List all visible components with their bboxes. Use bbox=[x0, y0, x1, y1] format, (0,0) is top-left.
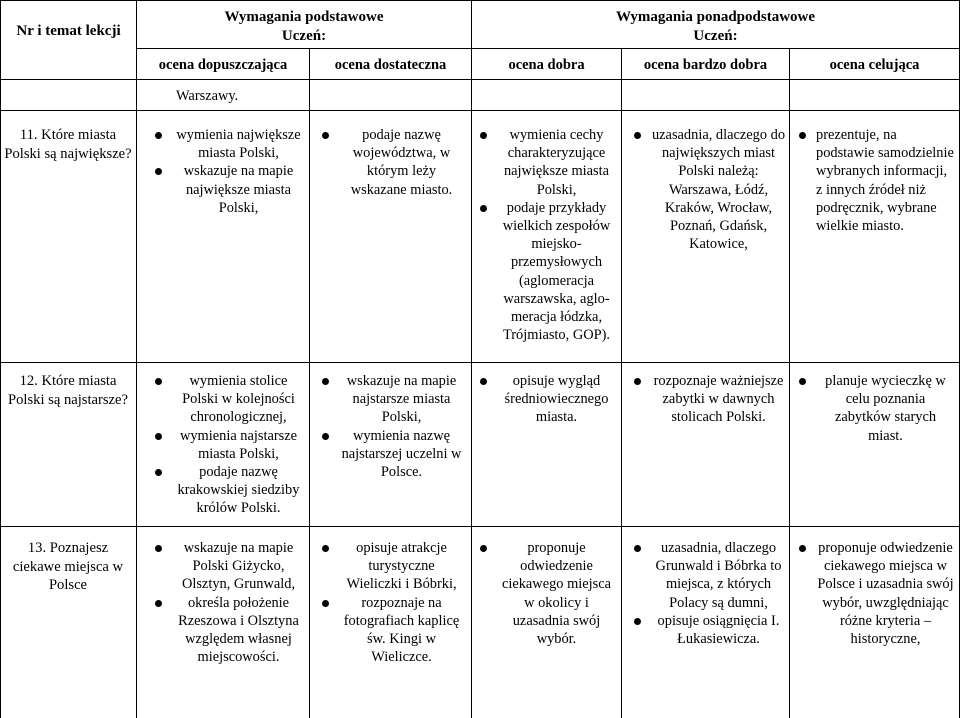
requirement-item: prezentuje, na podstawie samodzielnie wybranych informacji, z innych źródeł niż podręcznik, wybrane wielkie miasto. bbox=[793, 126, 957, 235]
requirement-item: rozpoznaje ważniejsze zabytki w dawnych stolicach Polski. bbox=[628, 372, 788, 427]
rule-after-dopuszczajaca bbox=[309, 48, 310, 718]
rule-under-group-headers bbox=[136, 48, 960, 49]
requirement-item: proponuje odwiedzenie ciekawego miejsca w okolicy i uzasadnia swój wybór. bbox=[474, 539, 618, 648]
basic-requirements-header bbox=[137, 8, 471, 45]
grade-header-bardzo-dobra: ocena bardzo dobra bbox=[643, 57, 768, 73]
rule-carryover-end bbox=[0, 110, 960, 111]
requirement-item: planuje wycieczkę w celu poznania zabytków starych miast. bbox=[793, 372, 957, 445]
rule-after-bardzo-dobra bbox=[789, 48, 790, 718]
rule-row-12-end bbox=[0, 526, 960, 527]
grade-header-celujaca: ocena celująca bbox=[829, 57, 920, 73]
cell-bardzo-dobra bbox=[628, 539, 788, 648]
requirement-item: wskazuje na mapie największe miasta Polski, bbox=[149, 162, 307, 217]
cell-celujaca bbox=[793, 372, 957, 445]
cell-dopuszczajaca bbox=[149, 539, 307, 666]
lesson-title: 12. Które miasta Polski są najstarsze? bbox=[8, 373, 128, 408]
rule-basic-advanced bbox=[471, 0, 472, 718]
requirement-item: wymienia najstarsze miasta Polski, bbox=[149, 427, 307, 463]
grade-header-dobra: ocena dobra bbox=[508, 57, 585, 73]
cell-dostateczna bbox=[316, 126, 466, 199]
basic-requirements-subtitle: Uczeń: bbox=[281, 27, 327, 44]
lesson-column-header: Nr i temat lekcji bbox=[16, 23, 121, 39]
requirement-item: opisuje atrakcje turystyczne Wieliczki i Bóbrki, bbox=[316, 539, 466, 594]
requirement-item: podaje przykłady wielkich zespołów miejsko-przemysłowych (aglomeracja warszawska, aglo-meracja łódzka, Trójmiasto, GOP). bbox=[474, 199, 618, 345]
requirement-item: podaje nazwę krakowskiej siedziby królów Polski. bbox=[149, 463, 307, 518]
cell-dopuszczajaca bbox=[149, 126, 307, 217]
advanced-requirements-header bbox=[472, 8, 959, 45]
cell-dostateczna bbox=[316, 539, 466, 666]
cell-dobra bbox=[474, 539, 618, 648]
cell-celujaca bbox=[793, 539, 957, 648]
advanced-requirements-subtitle: Uczeń: bbox=[693, 27, 738, 44]
cell-dopuszczajaca bbox=[149, 372, 307, 518]
cell-celujaca bbox=[793, 126, 957, 235]
requirement-item: uzasadnia, dlaczego Grunwald i Bóbrka to miejsca, z których Polacy są dumni, bbox=[628, 539, 788, 612]
requirement-item: określa położenie Rzeszowa i Olsztyna względem własnej miejscowości. bbox=[149, 594, 307, 667]
rule-under-grade-headers bbox=[0, 79, 960, 80]
requirement-item: wymienia największe miasta Polski, bbox=[149, 126, 307, 162]
rule-after-dobra bbox=[621, 48, 622, 718]
requirement-item: podaje nazwę województwa, w którym leży wskazane miasto. bbox=[316, 126, 466, 199]
lesson-title: 13. Poznajesz ciekawe miejsca w Polsce bbox=[12, 540, 124, 593]
grade-header-dopuszczajaca: ocena dopuszczająca bbox=[158, 57, 288, 73]
requirement-item: wskazuje na mapie najstarsze miasta Polski, bbox=[316, 372, 466, 427]
cell-dostateczna bbox=[316, 372, 466, 481]
rule-top bbox=[0, 0, 960, 1]
requirement-item: wymienia nazwę najstarszej uczelni w Polsce. bbox=[316, 427, 466, 482]
requirement-item: proponuje odwiedzenie ciekawego miejsca w Polsce i uzasadnia swój wybór, uwzględniając różne kryteria – historyczne, bbox=[793, 539, 957, 648]
cell-bardzo-dobra bbox=[628, 372, 788, 427]
requirement-item: wymienia cechy charakteryzujące największe miasta Polski, bbox=[474, 126, 618, 199]
advanced-requirements-title: Wymagania ponadpodstawowe bbox=[615, 9, 816, 25]
rule-row-11-end bbox=[0, 362, 960, 363]
rule-after-lesson bbox=[136, 0, 137, 718]
requirement-item: uzasadnia, dlaczego do największych miast Polski należą: Warszawa, Łódź, Kraków, Wrocław, Poznań, Gdańsk, Katowice, bbox=[628, 126, 788, 253]
cell-dobra bbox=[474, 372, 618, 427]
requirement-item: wskazuje na mapie Polski Giżycko, Olsztyn, Grunwald, bbox=[149, 539, 307, 594]
requirement-item: opisuje osiągnięcia I. Łukasiewicza. bbox=[628, 612, 788, 648]
grade-header-dostateczna: ocena dostateczna bbox=[334, 57, 447, 73]
cell-dobra bbox=[474, 126, 618, 344]
requirement-item: opisuje wygląd średniowiecznego miasta. bbox=[474, 372, 618, 427]
lesson-title: 11. Które miasta Polski są największe? bbox=[4, 127, 132, 162]
requirement-item: rozpoznaje na fotografiach kaplicę św. Kingi w Wieliczce. bbox=[316, 594, 466, 667]
basic-requirements-title: Wymagania podstawowe bbox=[224, 9, 384, 25]
cell-bardzo-dobra bbox=[628, 126, 788, 253]
carryover-text: Warszawy. bbox=[176, 88, 239, 104]
rule-left-edge bbox=[0, 0, 1, 718]
requirement-item: wymienia stolice Polski w kolejności chronologicznej, bbox=[149, 372, 307, 427]
